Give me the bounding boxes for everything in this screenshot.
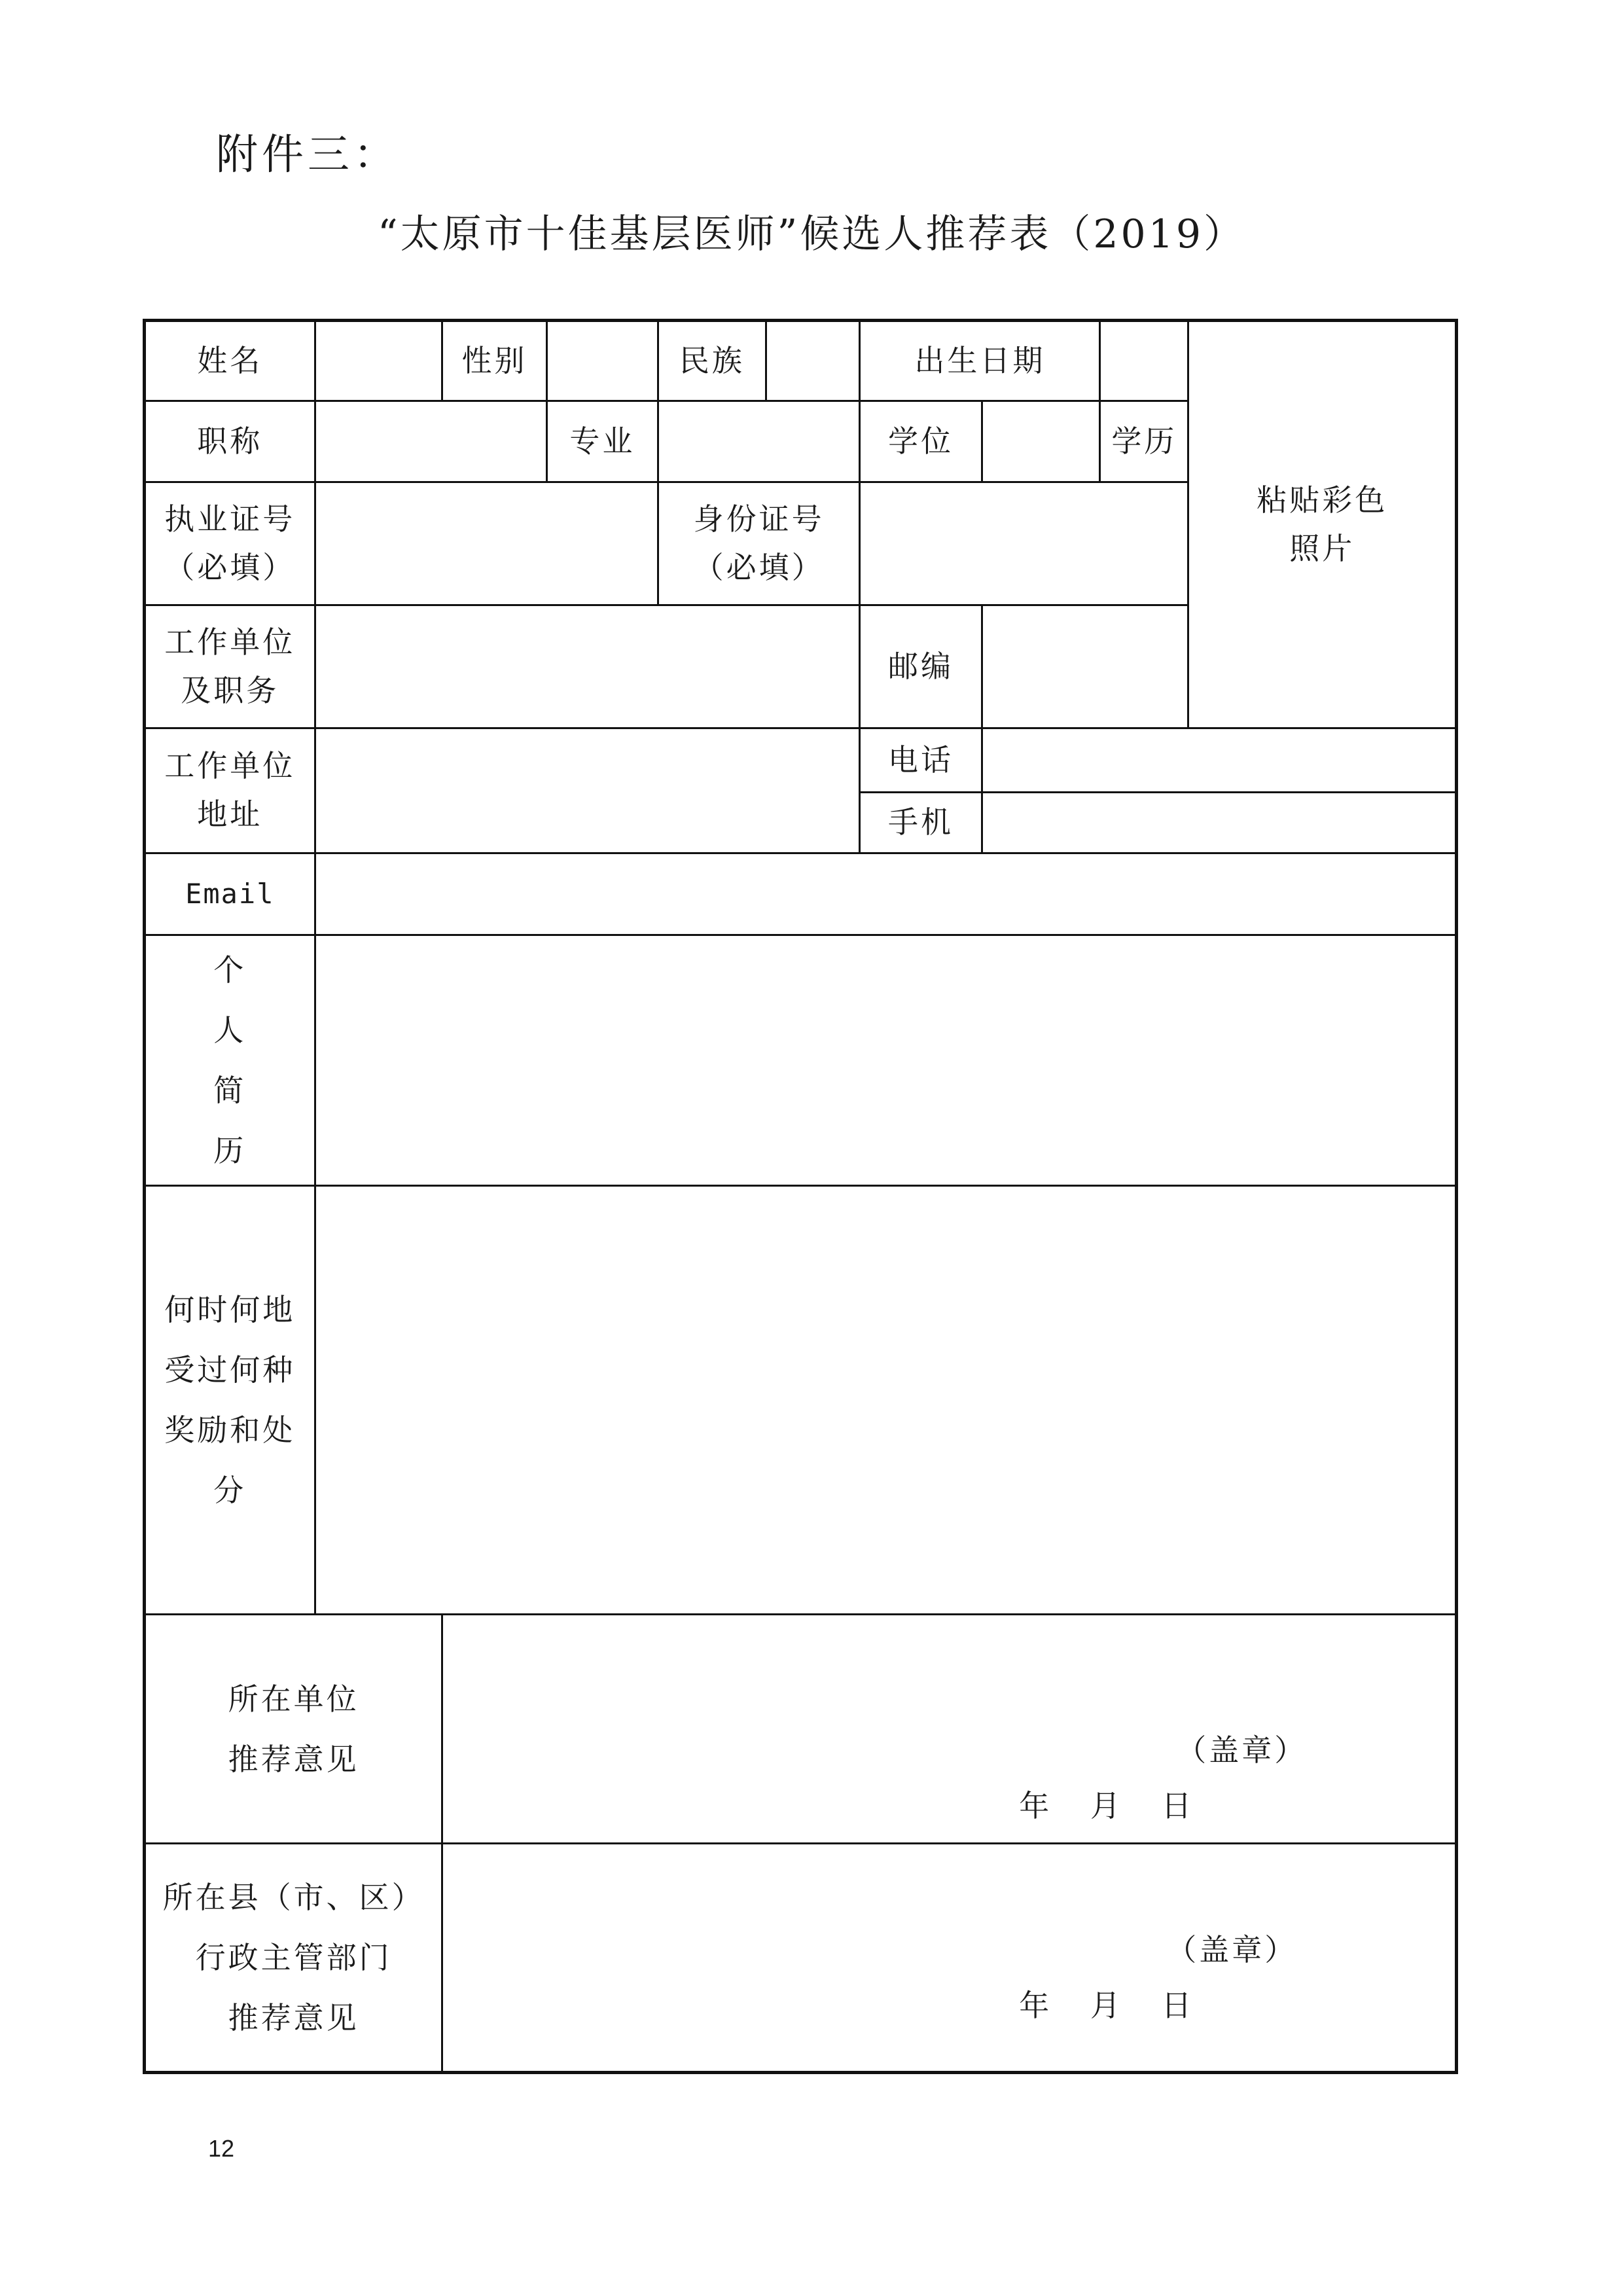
county-opinion-label-line1: 所在县（市、区） bbox=[162, 1880, 425, 1915]
awards-label-line4: 分 bbox=[213, 1473, 247, 1508]
address-field[interactable] bbox=[315, 728, 860, 853]
degree-label: 学位 bbox=[860, 401, 982, 482]
resume-label bbox=[145, 935, 315, 1186]
phone-label: 电话 bbox=[860, 728, 982, 793]
photo-box[interactable] bbox=[1188, 321, 1457, 728]
gender-label: 性别 bbox=[442, 321, 547, 401]
unit-opinion-label-line1: 所在单位 bbox=[228, 1681, 359, 1717]
county-date-label: 年 月 日 bbox=[1019, 1988, 1194, 2023]
address-label-line2: 地址 bbox=[197, 797, 263, 832]
title-field[interactable] bbox=[315, 401, 546, 482]
unit-date-label: 年 月 日 bbox=[1019, 1788, 1194, 1823]
county-opinion-label-line3: 推荐意见 bbox=[228, 2000, 359, 2036]
name-field[interactable] bbox=[315, 321, 442, 401]
address-label-line1: 工作单位 bbox=[164, 748, 296, 784]
postcode-field[interactable] bbox=[982, 605, 1188, 728]
unit-seal-label: （盖章） bbox=[1176, 1732, 1308, 1768]
awards-label bbox=[145, 1186, 315, 1615]
photo-label-2: 照片 bbox=[1289, 530, 1355, 566]
email-field[interactable] bbox=[315, 853, 1456, 935]
resume-char-2: 人 bbox=[213, 1013, 247, 1048]
awards-label-line2: 受过何种 bbox=[164, 1352, 296, 1388]
education-label: 学历 bbox=[1100, 401, 1188, 482]
unit-opinion-field[interactable] bbox=[442, 1615, 1457, 1844]
resume-char-3: 简 bbox=[213, 1073, 247, 1108]
birthdate-field[interactable] bbox=[1100, 321, 1188, 401]
page-number: 12 bbox=[208, 2135, 235, 2162]
title-label: 职称 bbox=[145, 401, 315, 482]
resume-field[interactable] bbox=[315, 935, 1456, 1186]
workunit-label bbox=[145, 605, 315, 728]
degree-field[interactable] bbox=[982, 401, 1100, 482]
county-opinion-label bbox=[145, 1844, 442, 2073]
county-opinion-label-line2: 行政主管部门 bbox=[195, 1940, 392, 1975]
photo-label-1: 粘贴彩色 bbox=[1257, 482, 1388, 518]
annex-label: 附件三： bbox=[216, 131, 399, 179]
license-label bbox=[145, 482, 315, 605]
recommendation-form bbox=[143, 319, 1458, 2074]
license-label-line1: 执业证号 bbox=[164, 501, 296, 537]
major-label: 专业 bbox=[546, 401, 658, 482]
awards-label-line1: 何时何地 bbox=[164, 1292, 296, 1327]
license-field[interactable] bbox=[315, 482, 658, 605]
idcard-label-line2: （必填） bbox=[693, 549, 825, 585]
idcard-label bbox=[658, 482, 859, 605]
county-opinion-field[interactable] bbox=[442, 1844, 1457, 2073]
unit-opinion-label bbox=[145, 1615, 442, 1844]
ethnicity-label: 民族 bbox=[658, 321, 766, 401]
gender-field[interactable] bbox=[546, 321, 658, 401]
awards-field[interactable] bbox=[315, 1186, 1456, 1615]
workunit-field[interactable] bbox=[315, 605, 860, 728]
county-seal-label: （盖章） bbox=[1166, 1932, 1298, 1967]
resume-char-4: 历 bbox=[213, 1133, 247, 1168]
workunit-label-line2: 及职务 bbox=[181, 672, 279, 708]
unit-opinion-label-line2: 推荐意见 bbox=[228, 1741, 359, 1777]
idcard-field[interactable] bbox=[860, 482, 1188, 605]
resume-char-1: 个 bbox=[213, 952, 247, 988]
phone-field[interactable] bbox=[982, 728, 1456, 793]
mobile-label: 手机 bbox=[860, 793, 982, 853]
mobile-field[interactable] bbox=[982, 793, 1456, 853]
license-label-line2: （必填） bbox=[164, 549, 296, 585]
postcode-label: 邮编 bbox=[860, 605, 982, 728]
birthdate-label: 出生日期 bbox=[860, 321, 1100, 401]
ethnicity-field[interactable] bbox=[766, 321, 860, 401]
email-label: Email bbox=[145, 853, 315, 935]
awards-label-line3: 奖励和处 bbox=[164, 1412, 296, 1448]
workunit-label-line1: 工作单位 bbox=[164, 624, 296, 660]
major-field[interactable] bbox=[658, 401, 859, 482]
address-label bbox=[145, 728, 315, 853]
idcard-label-line1: 身份证号 bbox=[693, 501, 825, 537]
name-label: 姓名 bbox=[145, 321, 315, 401]
form-title: “太原市十佳基层医师”候选人推荐表（2019） bbox=[377, 211, 1246, 257]
